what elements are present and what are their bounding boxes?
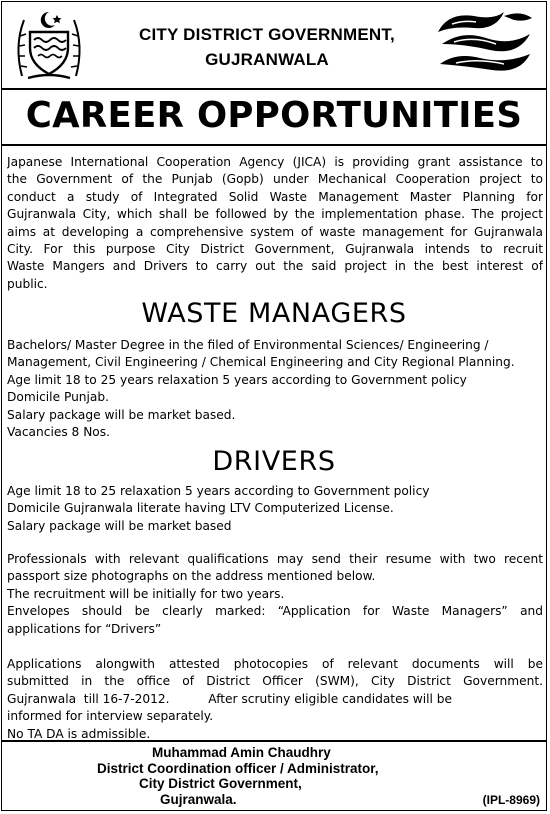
submission-line: submitted in the office of District Officer (SWM), City District Government. <box>7 674 543 689</box>
drivers-heading: DRIVERS <box>212 446 336 477</box>
submission-line: Applications alongwith attested photocopies of relevant documents will be <box>7 657 543 671</box>
page-title: CAREER OPPORTUNITIES <box>25 95 523 136</box>
submission-line: informed for interview separately. <box>7 709 214 724</box>
instruction-line: Envelopes should be clearly marked: “Application for Waste Managers” and <box>7 604 543 619</box>
footer <box>2 740 546 811</box>
instruction-line: The recruitment will be initially for two years. <box>7 586 285 601</box>
instruction-line: passport size photographs on the address mentioned below. <box>7 569 376 584</box>
requirement-line: Age limit 18 to 25 relaxation 5 years according to Government policy <box>7 484 430 498</box>
requirement-line: Salary package will be market based <box>7 518 232 533</box>
intro-paragraph <box>7 154 543 293</box>
waste-managers-heading: WASTE MANAGERS <box>141 298 407 329</box>
drivers-details <box>7 483 543 535</box>
submission-line: Gujranwala till 16-7-2012. After scrutiny eligible candidates will be <box>7 691 453 706</box>
intro-line: Waste Mangers and Drivers to carry out the said project in the best interest of <box>7 259 543 274</box>
requirement-line: Salary package will be market based. <box>7 407 236 422</box>
submission-line: No TA DA is admissible. <box>7 726 151 741</box>
intro-line: City. For this purpose City District Government, Gujranwala intends to recruit <box>7 242 543 257</box>
requirement-line: Domicile Gujranwala literate having LTV Computerized License. <box>7 501 394 516</box>
intro-line: Gujranwala City, which shall be followed by the implementation phase. The project <box>7 207 543 222</box>
reference-code: (IPL-8969) <box>482 793 540 807</box>
signatory-name: Muhammad Amin Chaudhry <box>152 745 331 760</box>
instruction-line: Professionals with relevant qualifications may send their resume with two recent <box>7 552 543 566</box>
signatory-designation: District Coordination officer / Administrator, <box>97 760 379 776</box>
header-line-1: CITY DISTRICT GOVERNMENT, <box>139 25 395 44</box>
signatory-office: City District Government, <box>139 776 302 791</box>
waste-managers-details <box>7 337 543 441</box>
header <box>2 2 546 90</box>
submission-paragraph <box>7 656 543 743</box>
requirement-line: Bachelors/ Master Degree in the filed of Environmental Sciences/ Engineering / <box>7 338 489 352</box>
requirement-line: Age limit 18 to 25 years relaxation 5 years according to Government policy <box>7 372 467 387</box>
signatory-city: Gujranwala. <box>160 791 237 807</box>
requirement-line: Domicile Punjab. <box>7 390 109 405</box>
instructions-paragraph <box>7 551 543 638</box>
header-line-2: GUJRANWALA <box>205 50 329 69</box>
district-logo-icon <box>434 8 536 78</box>
instruction-line: applications for “Drivers” <box>7 621 162 636</box>
requirement-line: Management, Civil Engineering / Chemical Engineering and City Regional Planning. <box>7 355 515 370</box>
signature-block <box>97 745 379 807</box>
intro-line: aims at developing a comprehensive system of waste management for Gujranwala <box>7 224 543 239</box>
title-band <box>2 90 546 146</box>
intro-line: conduct a study of Integrated Solid Waste Management Master Planning for <box>7 189 543 204</box>
intro-line: Japanese International Cooperation Agency (JICA) is providing grant assistance to <box>7 155 543 169</box>
punjab-emblem-icon <box>10 6 88 84</box>
advertisement <box>1 1 547 811</box>
requirement-line: Vacancies 8 Nos. <box>7 425 110 440</box>
intro-line: public. <box>7 276 48 291</box>
intro-line: the Government of the Punjab (Gopb) under Mechanical Cooperation project to <box>7 172 543 187</box>
